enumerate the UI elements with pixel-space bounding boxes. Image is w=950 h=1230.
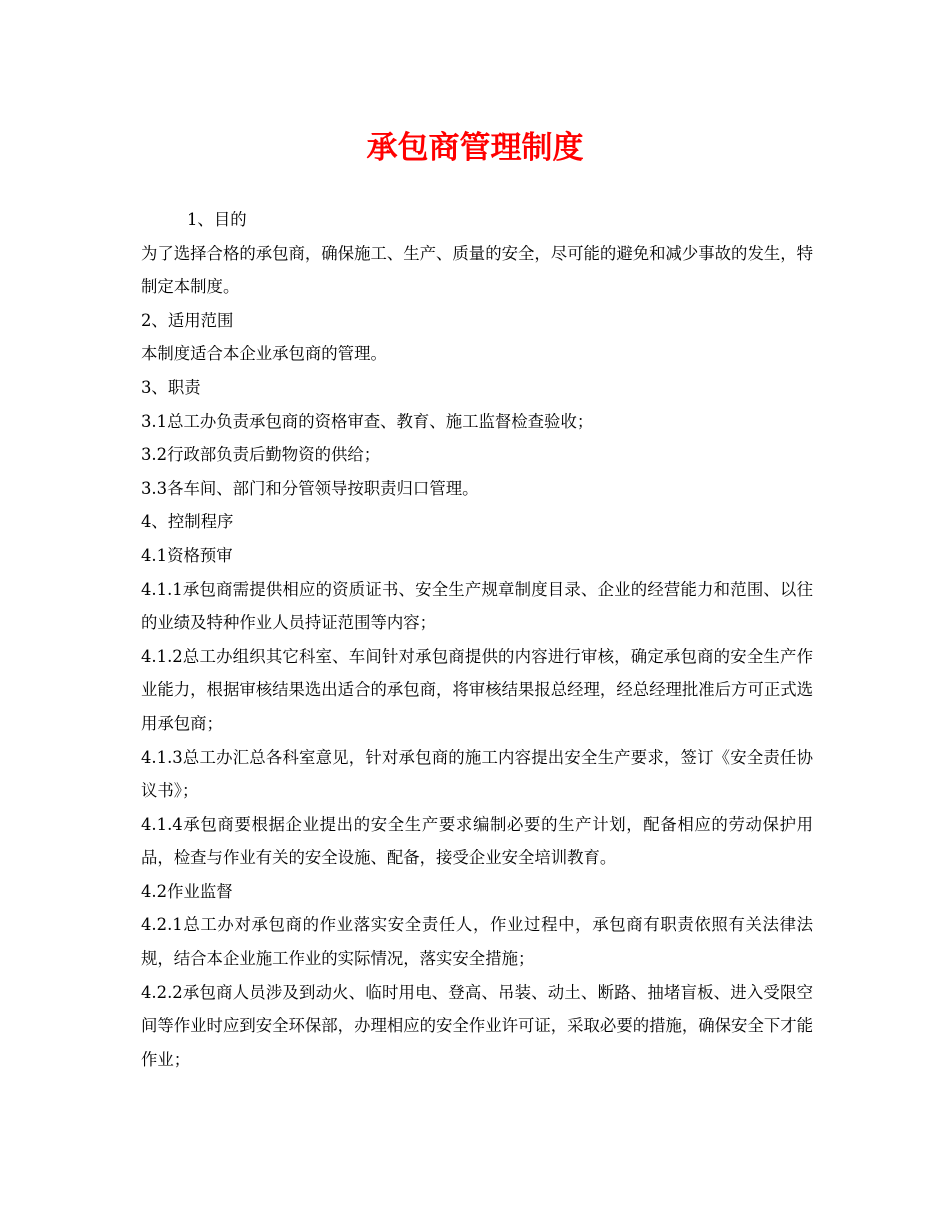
paragraph: 4.1.1承包商需提供相应的资质证书、安全生产规章制度目录、企业的经营能力和范围、以往的业绩及特种作业人员持证范围等内容； bbox=[141, 579, 813, 633]
paragraph: 3.3各车间、部门和分管领导按职责归口管理。 bbox=[141, 478, 479, 498]
paragraph: 4.1.2总工办组织其它科室、车间针对承包商提供的内容进行审核，确定承包商的安全生产作业能力，根据审核结果选出适合的承包商，将审核结果报总经理，经总经理批准后方可正式选用承包商； bbox=[141, 646, 814, 733]
paragraph: 4.2.1总工办对承包商的作业落实安全责任人，作业过程中，承包商有职责依照有关法律法规，结合本企业施工作业的实际情况，落实安全措施； bbox=[141, 915, 813, 969]
paragraph: 4.2.2承包商人员涉及到动火、临时用电、登高、吊装、动土、断路、抽堵盲板、进入受限空间等作业时应到安全环保部，办理相应的安全作业许可证，采取必要的措施，确保安全下才能作业； bbox=[141, 982, 814, 1069]
paragraph-subheading: 4.2作业监督 bbox=[141, 881, 233, 901]
document-title: 承包商管理制度 bbox=[366, 130, 584, 166]
paragraph-heading-duties: 3、职责 bbox=[141, 377, 201, 397]
paragraph-heading-control: 4、控制程序 bbox=[141, 512, 234, 532]
document-body bbox=[141, 203, 813, 1076]
paragraph-heading-purpose: 1、目的 bbox=[187, 210, 247, 229]
paragraph-subheading: 4.1资格预审 bbox=[141, 545, 233, 565]
paragraph: 为了选择合格的承包商，确保施工、生产、质量的安全，尽可能的避免和减少事故的发生，特制定本制度。 bbox=[141, 243, 814, 297]
paragraph-heading-scope: 2、适用范围 bbox=[141, 310, 234, 330]
paragraph: 4.1.3总工办汇总各科室意见，针对承包商的施工内容提出安全生产要求，签订《安全责任协议书》； bbox=[141, 747, 813, 801]
paragraph: 本制度适合本企业承包商的管理。 bbox=[141, 344, 387, 364]
paragraph: 4.1.4承包商要根据企业提出的安全生产要求编制必要的生产计划，配备相应的劳动保护用品，检查与作业有关的安全设施、配备，接受企业安全培训教育。 bbox=[141, 814, 813, 868]
paragraph: 3.2行政部负责后勤物资的供给； bbox=[141, 445, 381, 465]
paragraph: 3.1总工办负责承包商的资格审查、教育、施工监督检查验收； bbox=[141, 411, 594, 431]
